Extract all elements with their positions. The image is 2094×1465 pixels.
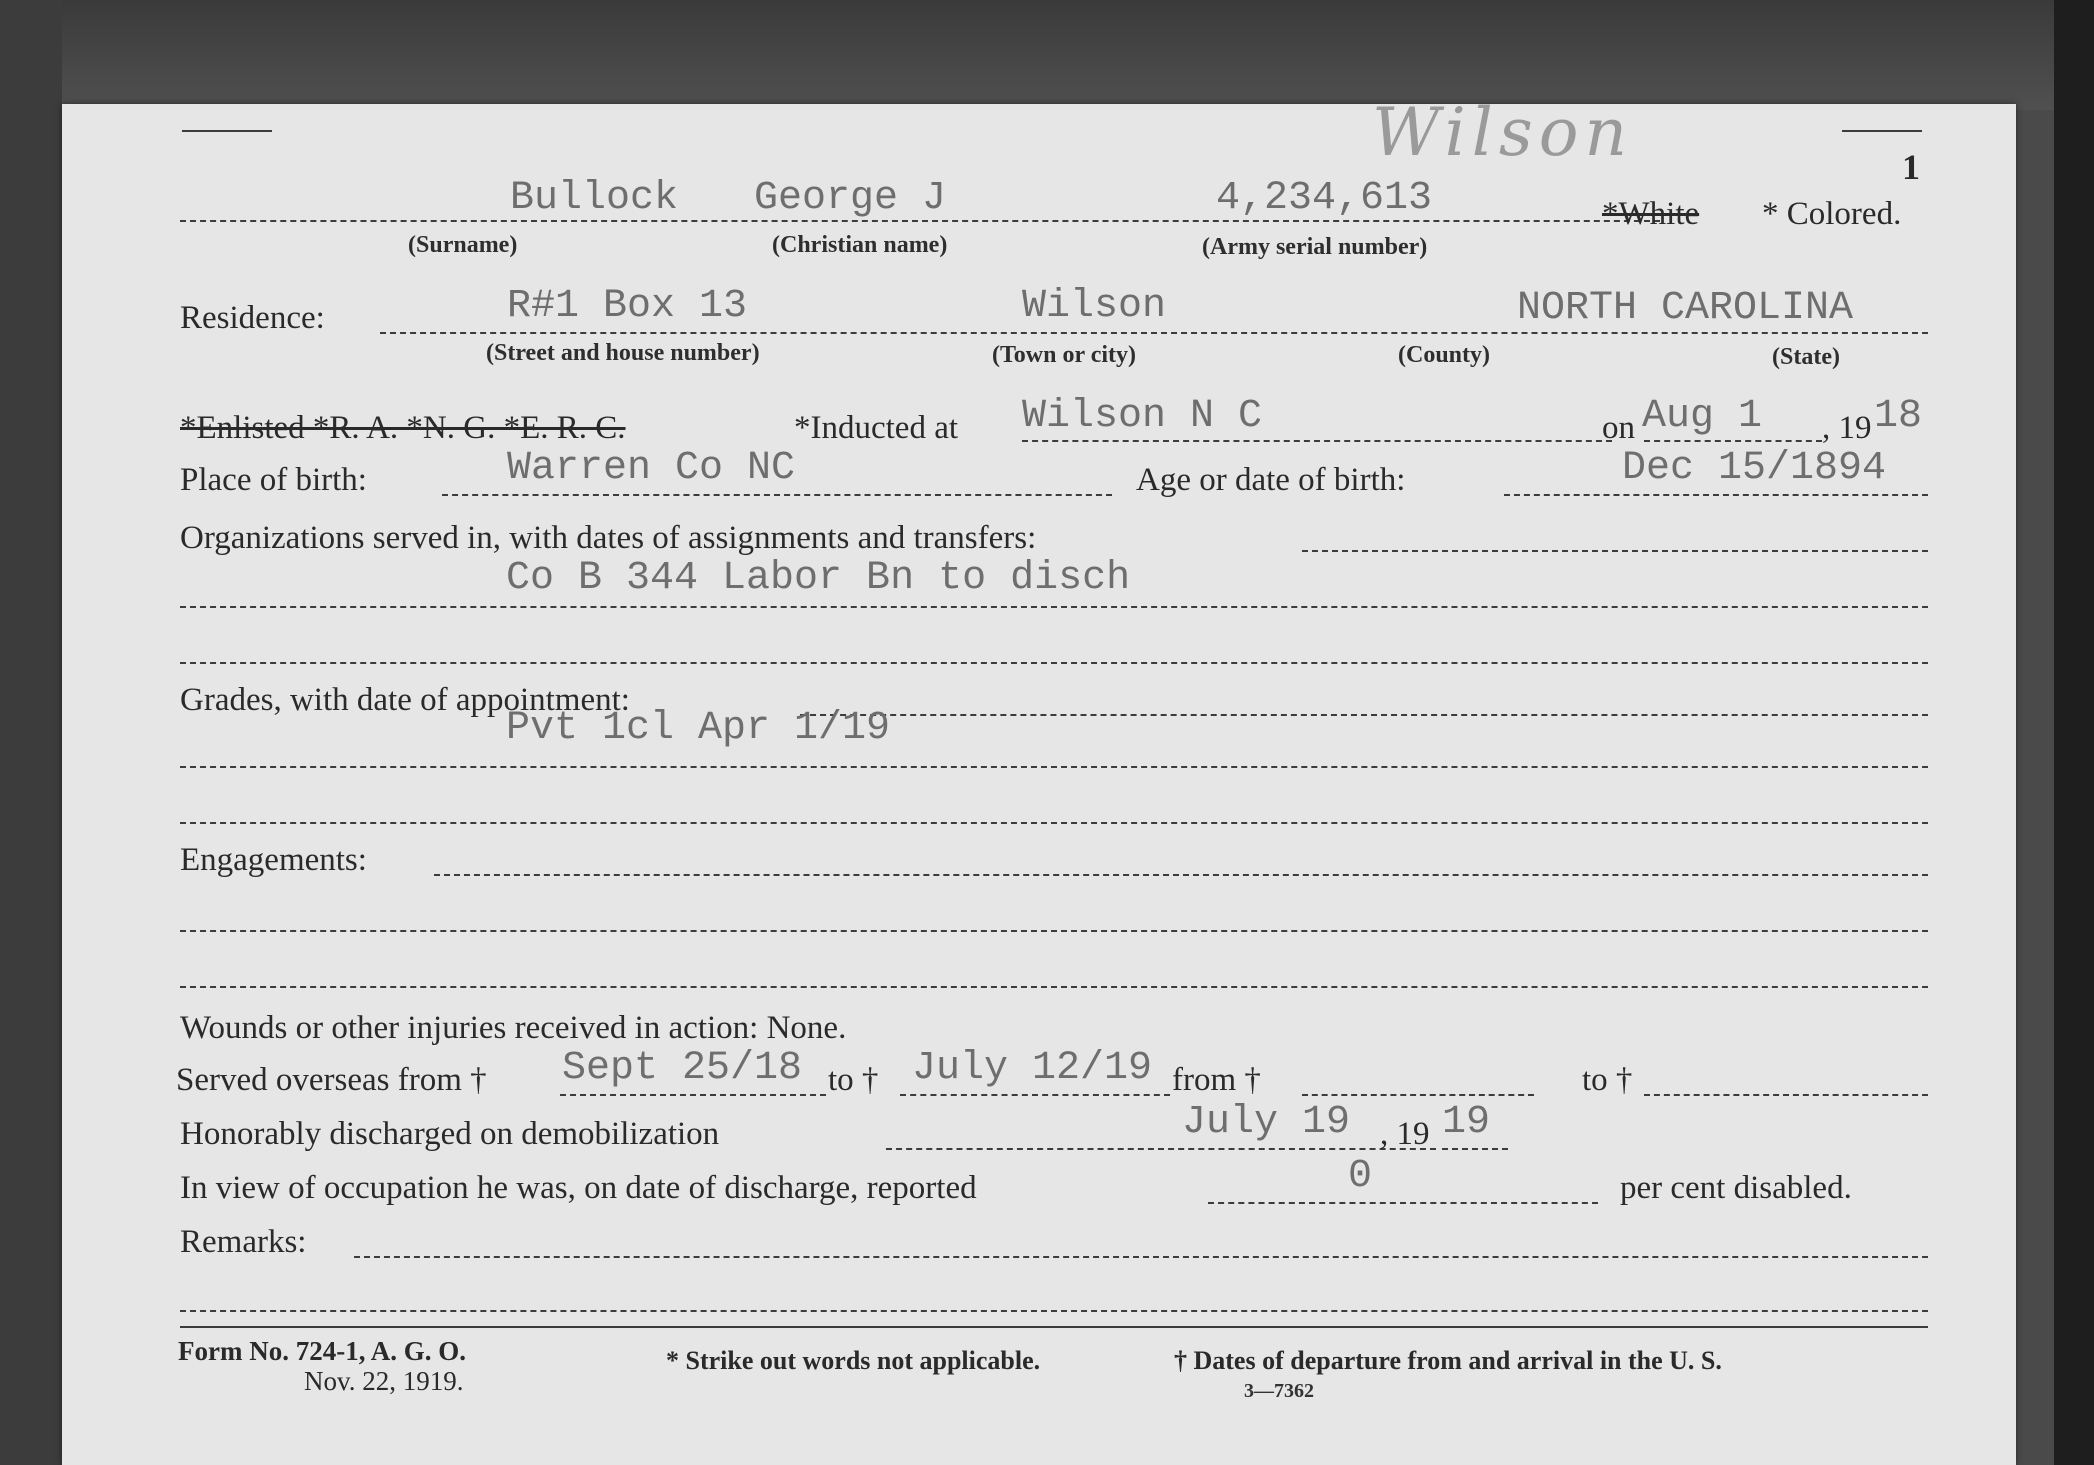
- handwritten-county: Wilson: [1372, 94, 1634, 171]
- residence-line: [380, 332, 1928, 334]
- inducted-date-line: [1644, 440, 1822, 442]
- overseas-from-value: Sept 25/18: [562, 1046, 803, 1091]
- service-record-card: [62, 94, 2016, 1465]
- inducted-date-value: Aug 1: [1642, 394, 1763, 439]
- caption-army-serial-number: (Army serial number): [1202, 234, 1428, 260]
- inducted-place-value: Wilson N C: [1022, 394, 1263, 439]
- wounds-text: Wounds or other injuries received in action: None.: [180, 1010, 847, 1046]
- discharge-date-value: July 19: [1182, 1100, 1351, 1145]
- caption-christian-name: (Christian name): [772, 232, 948, 258]
- christian-name-value: George J: [754, 176, 947, 221]
- card-number: 1: [1902, 147, 1920, 187]
- print-code: 3—7362: [1244, 1380, 1314, 1402]
- scanner-background-left: [0, 0, 62, 1465]
- army-serial-number-value: 4,234,613: [1216, 176, 1433, 221]
- surname-value: Bullock: [510, 176, 679, 221]
- caption-street: (Street and house number): [486, 340, 760, 366]
- caption-town: (Town or city): [992, 342, 1136, 368]
- scanner-background-right: [2054, 0, 2094, 1465]
- age-label: Age or date of birth:: [1136, 462, 1406, 498]
- residence-state-value: NORTH CAROLINA: [1517, 286, 1854, 331]
- grades-value: Pvt 1cl Apr 1/19: [506, 706, 891, 751]
- enlisted-options-struck: *Enlisted *R. A. *N. G. *E. R. C.: [180, 410, 626, 446]
- top-left-rule: [182, 130, 272, 132]
- overseas-from2-line: [1302, 1094, 1534, 1096]
- discharge-year-prefix: , 19: [1380, 1116, 1430, 1152]
- overseas-to-value: July 12/19: [912, 1046, 1153, 1091]
- organizations-line-3: [180, 662, 1928, 664]
- organizations-line-2: [180, 606, 1928, 608]
- disability-suffix: per cent disabled.: [1620, 1170, 1852, 1206]
- caption-surname: (Surname): [408, 232, 518, 258]
- place-of-birth-label: Place of birth:: [180, 462, 367, 498]
- organizations-label: Organizations served in, with dates of assignments and transfers:: [180, 520, 1037, 556]
- place-of-birth-line: [442, 494, 1112, 496]
- birth-date-value: Dec 15/1894: [1622, 446, 1887, 491]
- overseas-from-label: Served overseas from †: [176, 1062, 487, 1098]
- residence-town-value: Wilson: [1022, 284, 1167, 329]
- discharge-year-value: 19: [1442, 1100, 1491, 1145]
- place-of-birth-value: Warren Co NC: [507, 446, 796, 491]
- engagements-line-2: [180, 930, 1928, 932]
- overseas-to2-label: to †: [1582, 1062, 1633, 1098]
- inducted-year-prefix: , 19: [1822, 410, 1872, 446]
- scanner-background-top: [0, 0, 2094, 110]
- grades-line-2: [180, 766, 1928, 768]
- overseas-to2-line: [1644, 1094, 1928, 1096]
- residence-label: Residence:: [180, 300, 325, 336]
- discharge-year-line: [1442, 1148, 1508, 1150]
- footer-rule: [180, 1326, 1928, 1328]
- caption-county: (County): [1398, 342, 1491, 368]
- overseas-to-label: to †: [828, 1062, 879, 1098]
- engagements-line-3: [180, 986, 1928, 988]
- race-white-struck: *White: [1602, 196, 1700, 232]
- race-colored: * Colored.: [1762, 196, 1902, 232]
- inducted-year-value: 18: [1874, 394, 1923, 439]
- engagements-line-1: [434, 874, 1928, 876]
- discharge-date-line: [886, 1148, 1436, 1150]
- dates-note: † Dates of departure from and arrival in the U. S.: [1174, 1346, 1722, 1375]
- on-label: on: [1602, 410, 1635, 446]
- disability-line: [1208, 1202, 1598, 1204]
- residence-street-value: R#1 Box 13: [507, 284, 748, 329]
- overseas-to-line: [900, 1094, 1170, 1096]
- grades-label: Grades, with date of appointment:: [180, 682, 630, 718]
- remarks-line-2: [180, 1310, 1928, 1312]
- inducted-at-label: *Inducted at: [794, 410, 959, 446]
- strike-note: * Strike out words not applicable.: [666, 1346, 1041, 1375]
- engagements-label: Engagements:: [180, 842, 367, 878]
- grades-line-3: [180, 822, 1928, 824]
- overseas-from2-label: from †: [1172, 1062, 1261, 1098]
- disability-value: 0: [1348, 1154, 1373, 1199]
- birth-date-line: [1504, 494, 1928, 496]
- caption-state: (State): [1772, 344, 1840, 370]
- discharge-label: Honorably discharged on demobilization: [180, 1116, 720, 1152]
- form-date: Nov. 22, 1919.: [304, 1366, 464, 1396]
- inducted-place-line: [1022, 440, 1612, 442]
- organizations-value: Co B 344 Labor Bn to disch: [506, 556, 1131, 601]
- overseas-from-line: [560, 1094, 826, 1096]
- remarks-label: Remarks:: [180, 1224, 307, 1260]
- top-right-rule: [1842, 130, 1922, 132]
- disability-label: In view of occupation he was, on date of discharge, reported: [180, 1170, 977, 1206]
- remarks-line-1: [354, 1256, 1928, 1258]
- grades-line-1: [800, 714, 1928, 716]
- form-number: Form No. 724-1, A. G. O.: [178, 1336, 466, 1366]
- organizations-line-1: [1302, 550, 1928, 552]
